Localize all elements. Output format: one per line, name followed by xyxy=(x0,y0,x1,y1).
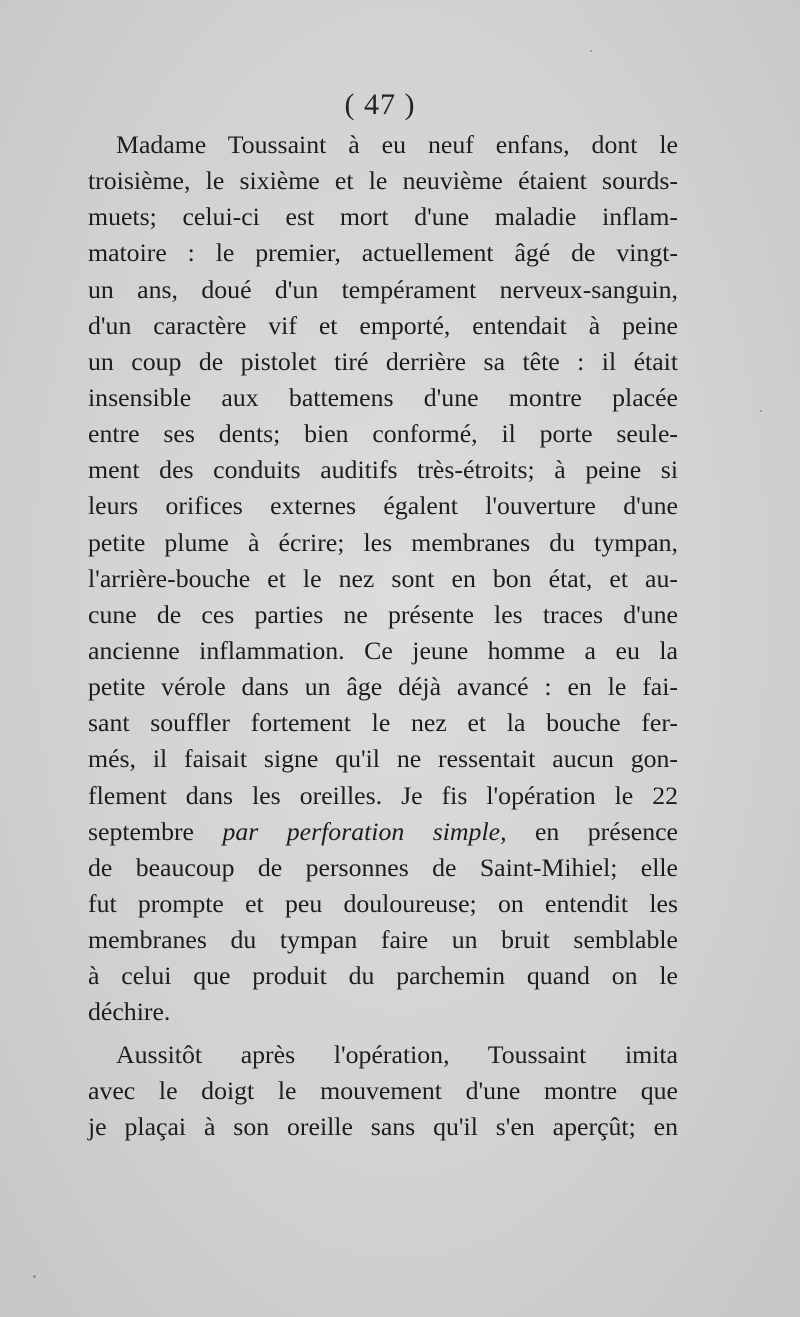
text-line: avec le doigt le mouvement d'une montre que xyxy=(88,1075,678,1105)
text-line: ancienne inflammation. Ce jeune homme a eu la xyxy=(88,635,678,665)
text-line: à celui que produit du parchemin quand on le xyxy=(88,961,678,991)
text-line: l'arrière-bouche et le nez sont en bon état, et au- xyxy=(88,563,678,593)
text-line-with-italic xyxy=(88,814,678,850)
text-line: petite plume à écrire; les membranes du tympan, xyxy=(88,527,678,557)
text-line: de beaucoup de personnes de Saint-Mihiel; elle xyxy=(88,852,678,882)
text-line: matoire : le premier, actuellement âgé de vingt- xyxy=(88,238,678,268)
text-line: petite vérole dans un âge déjà avancé : en le fai- xyxy=(88,672,678,702)
text-line: Madame Toussaint à eu neuf enfans, dont le xyxy=(116,130,678,159)
text-line: un coup de pistolet tiré derrière sa tête : il était xyxy=(88,346,678,376)
text-line: je plaçai à son oreille sans qu'il s'en aperçût; en xyxy=(88,1111,678,1141)
text-segment: en présence xyxy=(506,816,678,846)
text-line: membranes du tympan faire un bruit semblable xyxy=(88,925,678,955)
text-line: fut prompte et peu douloureuse; on entendit les xyxy=(88,888,678,918)
text-line: d'un caractère vif et emporté, entendait à peine xyxy=(88,310,678,340)
text-line: muets; celui-ci est mort d'une maladie inflam- xyxy=(88,202,678,232)
text-line: déchire. xyxy=(88,997,171,1027)
text-line: insensible aux battemens d'une montre placée xyxy=(88,382,678,412)
text-segment: septembre xyxy=(88,816,223,846)
text-line: Aussitôt après l'opération, Toussaint imita xyxy=(116,1039,678,1069)
paragraph-2 xyxy=(88,1037,678,1145)
text-line: troisième, le sixième et le neuvième étaient sourds- xyxy=(88,166,678,196)
text-line: leurs orifices externes égalent l'ouverture d'une xyxy=(88,491,678,521)
text-line: més, il faisait signe qu'il ne ressentait aucun gon- xyxy=(88,744,678,774)
text-line: un ans, doué d'un tempérament nerveux-sanguin, xyxy=(88,274,678,304)
text-line: flement dans les oreilles. Je fis l'opération le 22 xyxy=(88,780,678,810)
italic-phrase: par perforation simple, xyxy=(222,816,507,846)
page-number: ( 47 ) xyxy=(344,88,416,121)
paper-speck xyxy=(760,410,762,412)
text-line: sant souffler fortement le nez et la bouche fer- xyxy=(88,708,678,738)
text-line: cune de ces parties ne présente les traces d'une xyxy=(88,599,678,629)
paragraph-1 xyxy=(88,127,678,1031)
text-line: ment des conduits auditifs très-étroits; à peine si xyxy=(88,455,678,485)
body-text xyxy=(88,127,678,1145)
paper-speck xyxy=(590,50,592,52)
text-line: entre ses dents; bien conformé, il porte seule- xyxy=(88,419,678,449)
paper-speck xyxy=(33,1275,36,1278)
